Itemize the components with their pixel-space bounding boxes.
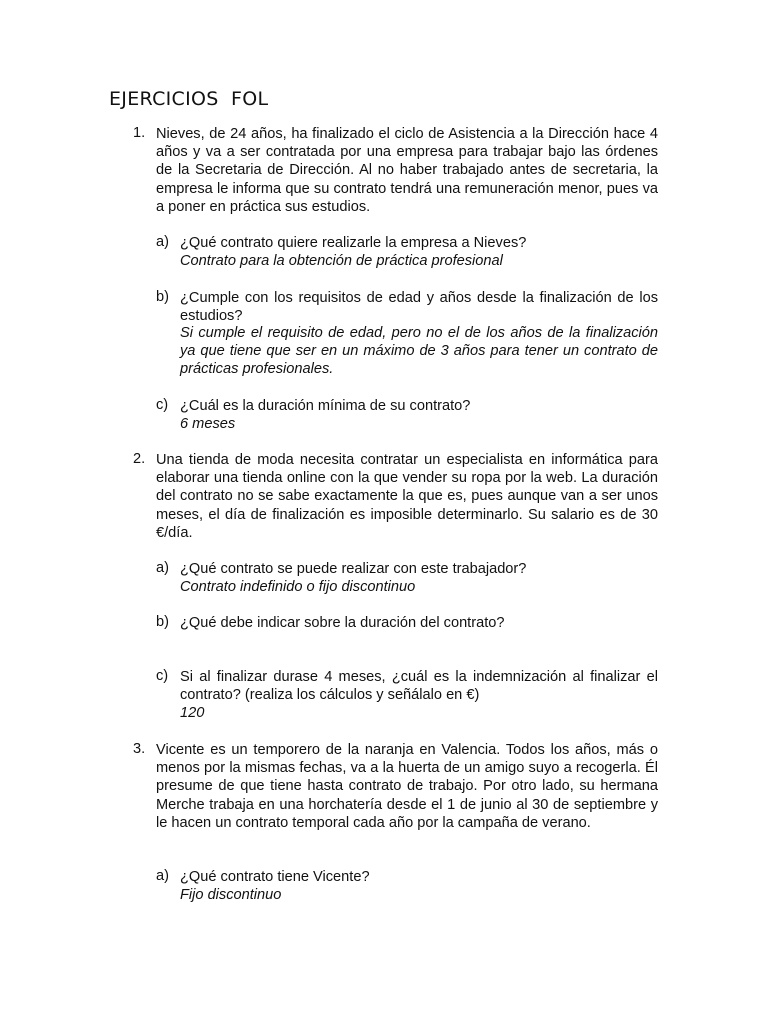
question-letter: c) [156,668,169,684]
question-letter: b) [156,289,169,305]
title-main: EJERCICIOS [109,88,219,110]
question-text: ¿Qué debe indicar sobre la duración del contrato? [180,615,505,631]
title-suffix: FOL [230,88,269,110]
exercise-statement: Nieves, de 24 años, ha finalizado el ciclo de Asistencia a la Dirección hace 4 años y va a ser contratada por una empresa para trabajar bajo las órdenes de la Secretaria de Dirección. Al no haber trabajado antes de secretaria, la empresa le informa que su contrato tendrá una remuneración menor, pues va a poner en práctica sus estudios. [156,126,658,215]
answer-text: Si cumple el requisito de edad, pero no el de los años de la finalización ya que tiene que ser en un máximo de 3 años para tener un contrato de prácticas profesionales. [180,325,658,378]
question-text: ¿Qué contrato quiere realizarle la empresa a Nieves? [180,235,527,251]
question-text: Si al finalizar durase 4 meses, ¿cuál es la indemnización al finalizar el contrato? (realiza los cálculos y señálalo en €) [180,669,658,704]
question-text: ¿Qué contrato tiene Vicente? [180,869,370,885]
question-letter: a) [156,560,169,576]
exercise-number: 1. [133,125,146,141]
question-letter: a) [156,868,169,884]
exercise-statement: Una tienda de moda necesita contratar un especialista en informática para elaborar una tienda online con la que vender su ropa por la web. La duración del contrato no se sabe exactamente la que es, pues aunque van a ser unos meses, el día de finalización es imposible determinarlo. Su salario es de 30 €/día. [156,452,658,541]
question-text: ¿Cuál es la duración mínima de su contrato? [180,398,471,414]
exercise-number: 2. [133,451,146,467]
answer-text: Fijo discontinuo [180,887,282,903]
question-text: ¿Cumple con los requisitos de edad y años desde la finalización de los estudios? [180,290,658,325]
answer-text: 6 meses [180,416,236,432]
question-letter: c) [156,397,169,413]
answer-text: Contrato indefinido o fijo discontinuo [180,579,416,595]
answer-text: 120 [180,705,205,721]
question-letter: b) [156,614,169,630]
page-title [109,88,268,110]
question-letter: a) [156,234,169,250]
question-text: ¿Qué contrato se puede realizar con este trabajador? [180,561,527,577]
exercise-statement: Vicente es un temporero de la naranja en Valencia. Todos los años, más o menos por la mismas fechas, va a la huerta de un amigo suyo a recogerla. Él presume de que tiene hasta contrato de trabajo. Por otro lado, su hermana Merche trabaja en una horchatería desde el 1 de junio al 30 de septiembre y le hacen un contrato temporal cada año por la campaña de verano. [156,742,658,831]
answer-text: Contrato para la obtención de práctica profesional [180,253,503,269]
exercise-number: 3. [133,741,146,757]
